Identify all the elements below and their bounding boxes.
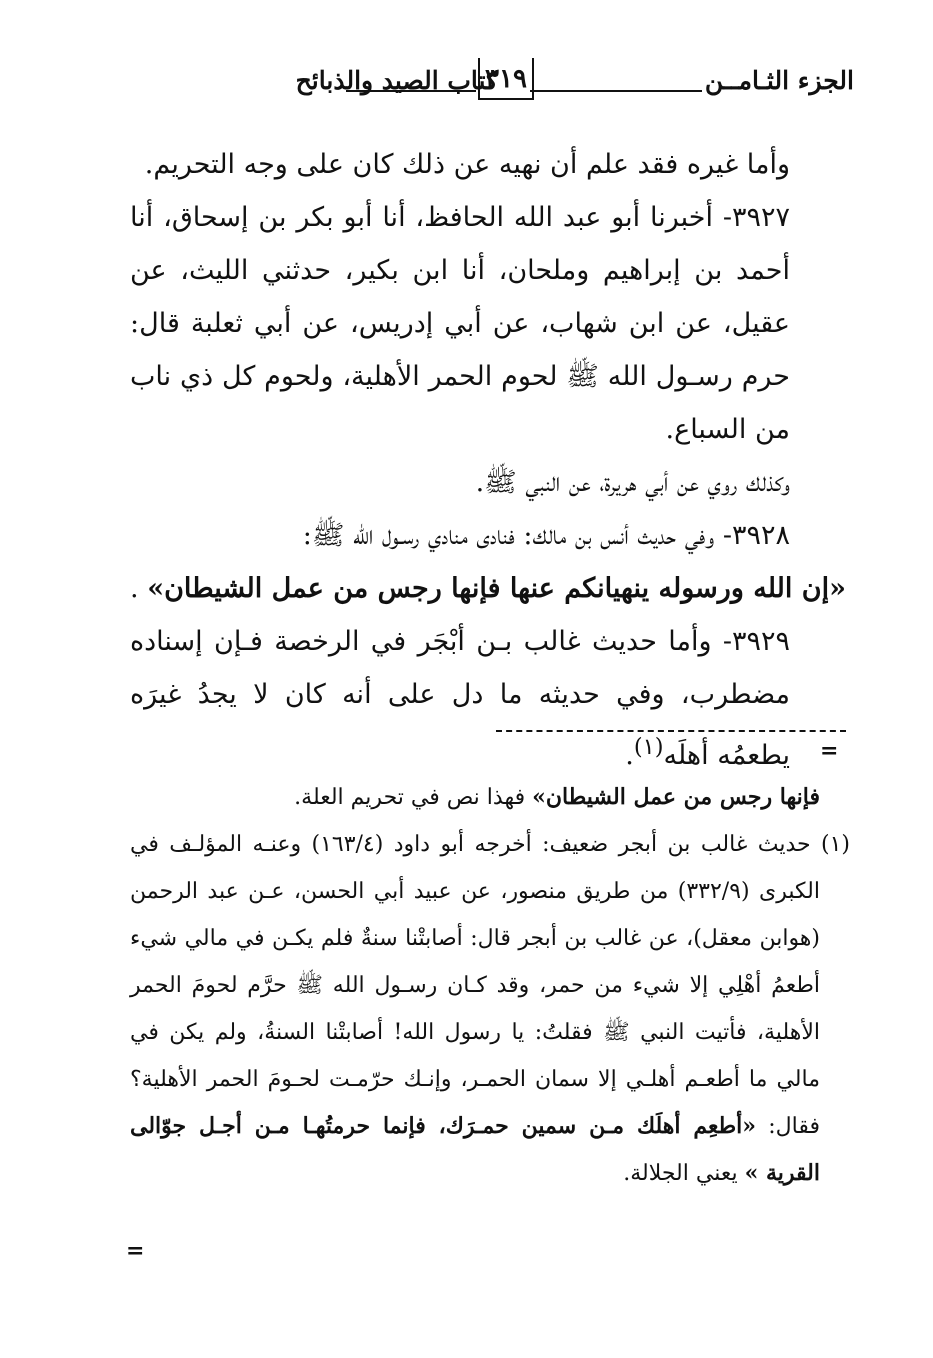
footnote-1 (130, 821, 850, 1197)
hadith-3929 (130, 615, 846, 782)
hadith-3928: ٣٩٢٨- وفي حديث أنس بن مالك: فنادى منادي رسـول الله ﷺ: (302, 520, 790, 551)
footnote-continuation-bold: فإنها رجس من عمل الشيطان» (532, 784, 820, 810)
continuation-mark-top: = (820, 738, 839, 764)
quote-end: . (130, 573, 148, 604)
footnote-1-end: يعني الجلالة. (623, 1161, 745, 1186)
book-title: كتاب الصيد والذبائح (295, 66, 498, 95)
paragraph-abu-hurayra: وكذلك روي عن أبي هريرة، عن النبي ﷺ. (475, 467, 790, 498)
header-rule-right (530, 90, 702, 93)
page-header (138, 58, 854, 118)
main-text (130, 138, 846, 782)
hadith-3928-quote-line (130, 562, 846, 615)
footnote-continuation-text: فهذا نص في تحريم العلة. (294, 785, 533, 810)
part-title: الجزء الثـامــن (704, 66, 854, 95)
footnote-separator (496, 730, 846, 732)
continuation-mark-bottom: = (126, 1238, 145, 1264)
footnote-1-text: (١) حديث غالب بن أبجر ضعيف: أخرجه أبو داود (١٦٣/٤) وعنـه المؤلـف في الكبرى (٣٣٢/٩) من طريق منصور، عن عبيد أبي الحسن، عـن عبد الرحمن (هوابن معقل)، عن غالب بن أبجر قال: أصابتْنا سنةٌ فلم يكـن في مالي شيء أطعمُ أهْلِي إلا شيء من حمر، وقد كـان رسـول الله ﷺ حرَّم لحومَ الحمر الأهلية، فأتيت النبي ﷺ فقلتُ: يا رسول الله! أصابتْنا السنةُ، ولم يكن في مالي ما أطعـم أهلـي إلا سمان الحمـر، وإنـك حرّمـت لحـومَ الحمر الأهلية؟ فقال: (130, 832, 850, 1139)
footnote-1-quote: «أطعِم أهلَك مـن سمين حمـرَك، فإنما حرمتُهـا مـن أجـل جوّالى القرية » (130, 1113, 820, 1186)
hadith-3927: ٣٩٢٧- أخبرنا أبو عبد الله الحافظ، أنا أبو بكر بن إسحاق، أنا أحمد بن إبراهيم وملحان، أنا ابن بكير، حدثني الليث، عن عقيل، عن ابن شهاب، عن أبي إدريس، عن أبي ثعلبة قال: حرم رسـول الله ﷺ لحوم الحمر الأهلية، ولحوم كل ذي ناب من السباع. (130, 202, 790, 445)
hadith-quote: «إن الله ورسوله ينهيانكم عنها فإنها رجس من عمل الشيطان» (147, 573, 846, 604)
footnotes (130, 774, 850, 1197)
hadith-3929-text: ٣٩٢٩- وأما حديث غالب بـن أبْجَر في الرخصة فـإن إسناده مضطرب، وفي حديثه ما دل على أنه كان لا يجدُ غيرَه يطعمُه أهلَه (130, 626, 790, 771)
footnote-continuation (130, 774, 850, 821)
hadith-3929-end: . (625, 740, 634, 771)
footnote-ref: (١) (633, 734, 664, 760)
page-number: ٣١٩ (478, 58, 534, 100)
paragraph-1: وأما غيره فقد علم أن نهيه عن ذلك كان على وجه التحريم. (144, 149, 790, 180)
